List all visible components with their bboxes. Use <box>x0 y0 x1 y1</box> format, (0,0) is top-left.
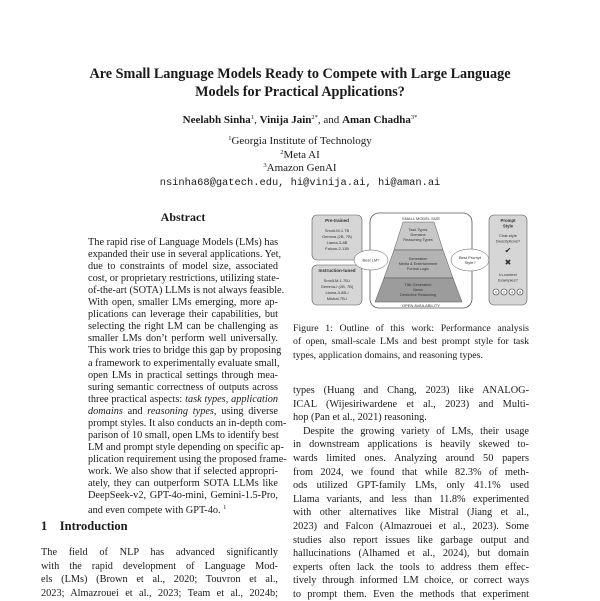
affiliation <box>0 149 600 161</box>
affiliation <box>0 135 600 147</box>
author-mark: 3* <box>410 114 418 121</box>
text-line: experts often lack the tools to address them effec- <box>293 561 529 573</box>
shot-count: 2 <box>502 290 506 295</box>
separator: , <box>254 114 260 126</box>
pyramid-text: Generation <box>408 257 428 261</box>
text-line: ately, they can outperform SOTA LLMs like <box>88 478 278 489</box>
model-item: Gemma (2B, 7B) <box>321 234 353 239</box>
text-line: smaller LMs don’t perform well universally. <box>88 333 278 345</box>
shot-count: 4 <box>510 290 514 295</box>
text-line: ods utilized GPT-family LMs, only 41.1% used <box>293 480 529 492</box>
prompt-style-title: Style <box>502 223 514 229</box>
author-name: Aman Chadha <box>342 114 411 126</box>
affiliation <box>0 162 600 174</box>
model-item: SmolLM-1.7B <box>324 228 350 233</box>
pyramid-text: Task Types <box>408 228 428 232</box>
prompt-question: In-context <box>499 272 517 277</box>
text-line: ICAL (Wijesiriwardene et al., 2023) and Multi- <box>293 398 529 410</box>
text-line: expanded their use in several applications. Yet, <box>88 249 282 261</box>
pyramid-text: Title Generation <box>404 283 432 287</box>
aff-mark: 2 <box>280 149 284 156</box>
model-item: Falcon-2-11B <box>325 246 349 251</box>
text-line: in downstream applications is heavily skewed to- <box>293 439 529 451</box>
text-line: studies also report issues like garbage output and <box>293 534 529 546</box>
text-line: With open, smaller LMs emerging, more ap- <box>88 297 278 309</box>
text-line: The rapid rise of Language Models (LMs) has <box>88 237 279 248</box>
best-prompt-text: Best Prompt <box>458 255 482 260</box>
prompt-question: Examples? <box>498 277 518 283</box>
text-line: The field of NLP has advanced significantly <box>41 547 278 558</box>
text-line: hallucinations (Alhamed et al., 2024), but domain <box>293 548 529 560</box>
aff-name: Meta AI <box>283 149 320 161</box>
bottom-label: OPEN AVAILABILITY <box>402 303 440 308</box>
pyramid-text: Media & Entertainment <box>398 262 438 266</box>
shot-count: 8 <box>518 290 522 295</box>
intro-heading <box>41 519 128 534</box>
pyramid-text: Domains <box>410 233 426 237</box>
authors <box>0 114 600 126</box>
best-prompt-text: Style? <box>464 260 476 265</box>
model-item: Mistral-7B-I <box>326 296 348 301</box>
cross-icon: ✖ <box>504 258 512 267</box>
text-line: selecting the right LM can be challenging as <box>88 321 278 333</box>
pyramid-text: Deductive Reasoning <box>399 293 437 297</box>
pyramid-text: Reasoning Types <box>403 238 433 242</box>
text-line: els (LMs) (Brown et al., 2020; Touvron et al., <box>41 574 278 586</box>
text-line: cost, or proprietary restrictions, utilizing state- <box>88 273 280 285</box>
paper-title-line-1: Are Small Language Models Ready to Compete with Large Language <box>89 66 511 82</box>
text-line: types (Huang and Chang, 2023) like ANALOG- <box>293 385 529 396</box>
text-line: a framework to experimentally evaluate small, <box>88 357 280 369</box>
text-line: tively through informed LM choice, or correct ways <box>293 575 529 587</box>
text-line: Figure 1: Outline of this work: Performance analysis <box>293 323 529 334</box>
aff-mark: 3 <box>263 162 267 169</box>
text-line: 2023; Almazrouei et al., 2023; Team et al., 2024b; <box>41 587 278 599</box>
aff-mark: 1 <box>228 135 232 142</box>
text-line: LM and prompt style depending on specific ap- <box>88 441 284 453</box>
text-line: DeepSeek-v2, GPT-4o-mini, Gemini-1.5-Pro, <box>88 490 278 502</box>
text-line: suring semantic correctness of outputs across <box>88 381 278 393</box>
prompt-question: Chat-style <box>498 233 518 238</box>
text-line: parison of 10 small, open LMs to identify best <box>88 429 279 441</box>
model-item: Gemma-I (2B, 7B) <box>320 284 354 289</box>
author-mark: 2* <box>311 114 318 121</box>
text-line: with other alternatives like Mistral (Jiang et al., <box>293 507 529 519</box>
model-item: SmolLM-1.7B-I <box>323 278 351 283</box>
model-item: Llama-3-8B-I <box>325 290 349 295</box>
prompt-style-title: Prompt <box>500 218 516 223</box>
aff-name: Georgia Institute of Technology <box>231 135 372 147</box>
text-line: to prompt them. Even the methods that experiment <box>293 589 529 600</box>
text-line: domains and reasoning types, using diverse <box>88 405 278 417</box>
author-mark: 1 <box>250 114 255 121</box>
instruction-tuned-title: Instruction-tuned <box>318 268 356 273</box>
text-line: types, application domains, and reasoning types. <box>293 349 483 361</box>
text-line: plication requirement using the proposed frame- <box>88 453 287 465</box>
prompt-question: Descriptions? <box>495 238 521 244</box>
pyramid-text: Formal Logic <box>407 267 429 271</box>
paper-title-line-2: Models for Practical Applications? <box>195 84 405 100</box>
text-line: of open, small-scale LMs and best prompt style for task <box>293 336 529 348</box>
figure-1-diagram <box>290 205 530 310</box>
aff-name: Amazon GenAI <box>266 162 337 174</box>
text-line: Llama variants, and less than 11.8% experimented <box>293 493 529 505</box>
text-line: Despite the growing variety of LMs, their usage <box>303 425 529 437</box>
text-line: three practical aspects: task types, application <box>88 393 278 405</box>
text-line: open LMs in practical settings through mea- <box>88 369 278 381</box>
text-line: wards limited ones. Analyzing around 50 papers <box>293 453 529 464</box>
best-lm-text: Best LM? <box>362 257 380 263</box>
text-line: work. We also show that if selected appropri- <box>88 465 278 477</box>
check-icon: ✔ <box>504 246 512 255</box>
emails: nsinha68@gatech.edu, hi@vinija.ai, hi@aman.ai <box>159 177 441 189</box>
model-item: Llama-3-8B <box>326 240 348 245</box>
text-line: plications can leverage their capabilities, but <box>88 309 278 321</box>
text-line: of-the-art (SOTA) LLMs is not always feasible. <box>88 285 285 297</box>
text-line: 2023) and Falcon (Almazrouei et al., 2023). Some <box>293 521 529 532</box>
text-line: from 2024, we found that while 82.3% of meth- <box>293 466 529 478</box>
text-line: prompt styles. It also conducts an in-depth com- <box>88 417 287 429</box>
section-title: Introduction <box>59 519 128 533</box>
pretrained-title: Pre-trained <box>325 218 349 223</box>
text-line: and even compete with GPT-4o. $^1$ <box>88 504 227 517</box>
top-label: SMALL MODEL SIZE <box>401 216 441 221</box>
separator: , and <box>317 114 343 126</box>
abstract-heading: Abstract <box>160 210 206 224</box>
text-line: hop (Pan et al., 2021) reasoning. <box>293 412 427 424</box>
section-number: 1 <box>41 519 48 533</box>
shot-count: 0 <box>494 290 498 295</box>
text-line: This work tries to bridge this gap by proposing <box>88 345 282 357</box>
text-line: due to constraints of model size, associated <box>88 261 278 273</box>
author-name: Vinija Jain <box>259 114 312 126</box>
author-name: Neelabh Sinha <box>182 114 251 126</box>
pyramid-text: News <box>413 288 423 292</box>
text-line: with the rapid development of Language Mod- <box>41 560 278 572</box>
